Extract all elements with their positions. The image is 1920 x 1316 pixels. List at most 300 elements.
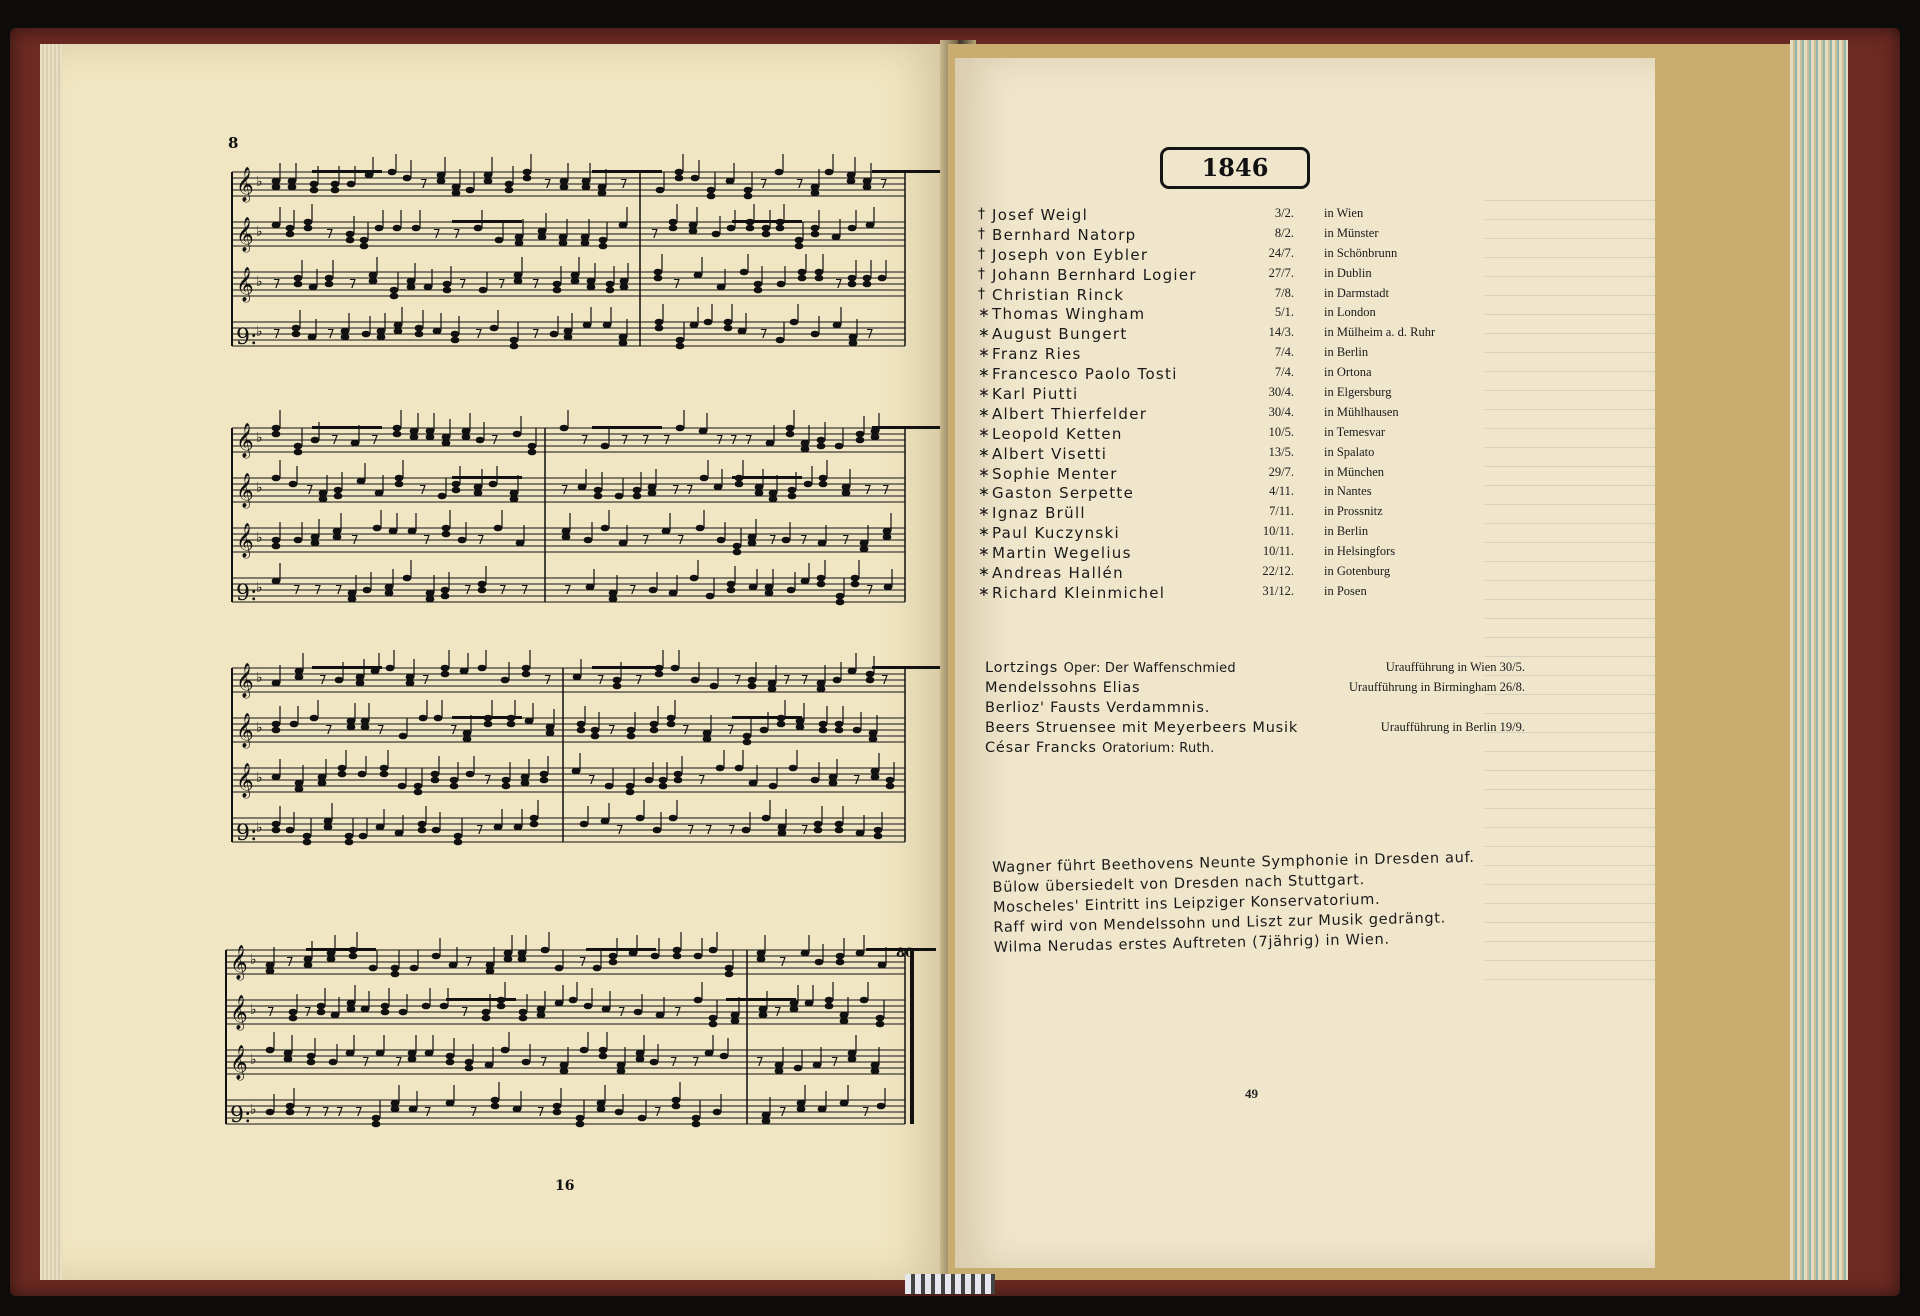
note-head [538, 234, 547, 241]
note-head [410, 434, 419, 441]
note-head [725, 971, 734, 978]
note-head [319, 490, 328, 497]
note-head [871, 1062, 880, 1069]
note-head [272, 222, 281, 229]
rest: 7 [783, 673, 791, 687]
note-head [619, 340, 628, 347]
event-date: 31/12. [1262, 583, 1294, 598]
note-head [538, 228, 547, 235]
note-head [399, 733, 408, 740]
note-head [775, 1062, 784, 1069]
note-head [441, 587, 450, 594]
event-place: in Nantes [1324, 484, 1372, 499]
beam [312, 170, 382, 173]
event-name: Albert Visetti [992, 444, 1108, 463]
note-head [564, 328, 573, 335]
note-head [560, 184, 569, 191]
event-name: Andreas Hallén [992, 564, 1124, 583]
event-place: in Berlin [1324, 524, 1369, 539]
note-head [735, 765, 744, 772]
rest: 7 [677, 533, 685, 547]
note-head [617, 1068, 626, 1075]
note-head [441, 665, 450, 672]
note-head [619, 540, 628, 547]
note-head [835, 443, 844, 450]
note-head [431, 777, 440, 784]
note-head [395, 481, 404, 488]
note-head [776, 337, 785, 344]
event-row [978, 484, 1498, 504]
note-head [408, 1050, 417, 1057]
note-head [395, 830, 404, 837]
note-head [755, 484, 764, 491]
note-head [599, 1053, 608, 1060]
note-head [546, 724, 555, 731]
event-symbol: † [978, 285, 985, 302]
event-symbol: ∗ [978, 424, 990, 441]
rest: 7 [796, 177, 804, 191]
note-head [286, 827, 295, 834]
note-head [442, 440, 451, 447]
clef: 9: [236, 325, 258, 350]
note-head [390, 293, 399, 300]
note-head [790, 1006, 799, 1013]
premiere-title [985, 660, 1236, 676]
note-head [452, 184, 461, 191]
rest: 7 [424, 1105, 432, 1119]
note-head [884, 584, 893, 591]
rest: 7 [464, 583, 472, 597]
premiere-composer: Lortzings [985, 660, 1059, 676]
note-head [546, 730, 555, 737]
note-head [530, 815, 539, 822]
note-head [474, 490, 483, 497]
event-date: 10/11. [1262, 524, 1294, 539]
note-head [876, 1021, 885, 1028]
note-head [356, 680, 365, 687]
note-head [338, 765, 347, 772]
note-head [699, 428, 708, 435]
rest: 7 [674, 1005, 682, 1019]
note-head [871, 1068, 880, 1075]
note-head [619, 334, 628, 341]
note-head [709, 1021, 718, 1028]
note-head [391, 971, 400, 978]
note-head [886, 783, 895, 790]
key-flat: ♭ [256, 224, 263, 240]
beam [592, 426, 662, 429]
key-flat: ♭ [256, 530, 263, 546]
note-head [478, 587, 487, 594]
note-head [849, 334, 858, 341]
note-head [656, 1012, 665, 1019]
note-head [582, 178, 591, 185]
note-head [874, 833, 883, 840]
note-head [788, 493, 797, 500]
rest: 7 [532, 277, 540, 291]
note-head [581, 240, 590, 247]
note-head [432, 953, 441, 960]
event-symbol: ∗ [978, 444, 990, 461]
rest: 7 [745, 433, 753, 447]
note-head [650, 1059, 659, 1066]
note-head [362, 331, 371, 338]
clef: 𝄞 [230, 1045, 248, 1080]
beam [732, 716, 802, 719]
note-head [735, 481, 744, 488]
note-head [553, 281, 562, 288]
rest: 7 [461, 1005, 469, 1019]
rest: 7 [774, 1005, 782, 1019]
note-head [528, 449, 537, 456]
premiere-work: Oper: Der Waffenschmied [1063, 661, 1236, 676]
note-head [286, 1103, 295, 1110]
note-head [878, 962, 887, 969]
note-head [391, 965, 400, 972]
event-place: in Prossnitz [1324, 504, 1383, 519]
note-head [515, 234, 524, 241]
rest: 7 [306, 483, 314, 497]
note-head [805, 1000, 814, 1007]
note-head [369, 272, 378, 279]
note-head [311, 534, 320, 541]
note-head [798, 275, 807, 282]
note-head [853, 727, 862, 734]
news-line: Wilma Nerudas erstes Auftreten (7jährig) in Wien. [993, 931, 1390, 956]
note-head [501, 1047, 510, 1054]
rest: 7 [779, 955, 787, 969]
note-head [425, 1050, 434, 1057]
rest: 7 [314, 583, 322, 597]
note-head [325, 281, 334, 288]
note-head [441, 671, 450, 678]
event-name: Martin Wegelius [992, 544, 1132, 563]
premiere-title [985, 720, 1298, 736]
rest: 7 [433, 227, 441, 241]
note-head [813, 1062, 822, 1069]
note-head [675, 169, 684, 176]
note-head [310, 715, 319, 722]
note-head [414, 783, 423, 790]
rest: 7 [459, 277, 467, 291]
note-head [603, 322, 612, 329]
note-head [491, 1103, 500, 1110]
rest: 7 [377, 723, 385, 737]
note-head [407, 284, 416, 291]
note-head [361, 718, 370, 725]
note-head [869, 736, 878, 743]
note-head [811, 777, 820, 784]
note-head [376, 824, 385, 831]
note-head [560, 1062, 569, 1069]
note-head [584, 1003, 593, 1010]
spine-bottom [905, 1274, 995, 1294]
note-head [851, 575, 860, 582]
note-head [525, 718, 534, 725]
note-head [372, 1115, 381, 1122]
note-head [412, 225, 421, 232]
note-head [309, 284, 318, 291]
note-head [744, 193, 753, 200]
note-head [442, 525, 451, 532]
event-name: Joseph von Eybler [992, 245, 1149, 264]
note-head [856, 437, 865, 444]
rest: 7 [561, 483, 569, 497]
note-head [528, 443, 537, 450]
note-head [462, 434, 471, 441]
note-head [494, 824, 503, 831]
note-head [707, 187, 716, 194]
event-place: in Münster [1324, 225, 1379, 240]
note-head [731, 1012, 740, 1019]
note-head [284, 1050, 293, 1057]
note-head [712, 231, 721, 238]
note-head [304, 225, 313, 232]
rest: 7 [453, 227, 461, 241]
note-head [361, 724, 370, 731]
event-row [978, 305, 1498, 325]
note-head [491, 1097, 500, 1104]
note-head [311, 437, 320, 444]
note-head [505, 181, 514, 188]
note-head [636, 815, 645, 822]
note-head [272, 431, 281, 438]
note-head [346, 237, 355, 244]
note-head [290, 721, 299, 728]
note-head [886, 777, 895, 784]
note-head [360, 237, 369, 244]
note-head [415, 325, 424, 332]
rest: 7 [362, 1055, 370, 1069]
note-head [835, 727, 844, 734]
note-head [769, 496, 778, 503]
event-row [978, 365, 1498, 385]
beam [726, 998, 796, 1001]
note-head [440, 1003, 449, 1010]
note-head [778, 830, 787, 837]
rest: 7 [866, 583, 874, 597]
note-head [825, 1003, 834, 1010]
note-head [537, 1006, 546, 1013]
note-head [418, 821, 427, 828]
note-head [601, 818, 610, 825]
note-head [442, 531, 451, 538]
clef: 9: [236, 581, 258, 606]
note-head [601, 443, 610, 450]
beam [446, 998, 516, 1001]
note-head [377, 328, 386, 335]
note-head [650, 721, 659, 728]
note-head [848, 275, 857, 282]
note-head [636, 1050, 645, 1057]
note-head [553, 1103, 562, 1110]
note-head [465, 1065, 474, 1072]
note-head [674, 771, 683, 778]
note-head [819, 721, 828, 728]
rest: 7 [355, 1105, 363, 1119]
note-head [817, 437, 826, 444]
note-head [295, 674, 304, 681]
note-head [709, 947, 718, 954]
rest: 7 [692, 1055, 700, 1069]
beam [872, 426, 942, 429]
note-head [676, 425, 685, 432]
rest: 7 [476, 823, 484, 837]
note-head [863, 184, 872, 191]
event-place: in Mühlhausen [1324, 404, 1399, 419]
note-head [311, 540, 320, 547]
note-head [860, 540, 869, 547]
note-head [762, 231, 771, 238]
note-head [598, 190, 607, 197]
note-head [569, 997, 578, 1004]
note-head [587, 278, 596, 285]
note-head [748, 683, 757, 690]
note-head [849, 340, 858, 347]
note-head [638, 1115, 647, 1122]
note-head [522, 671, 531, 678]
note-head [408, 1056, 417, 1063]
note-head [725, 965, 734, 972]
note-head [788, 487, 797, 494]
note-head [676, 343, 685, 350]
note-head [304, 219, 313, 226]
note-head [446, 1053, 455, 1060]
event-symbol: ∗ [978, 484, 990, 501]
note-head [482, 1015, 491, 1022]
event-symbol: † [978, 245, 985, 262]
rest: 7 [760, 177, 768, 191]
rest: 7 [769, 533, 777, 547]
note-head [294, 281, 303, 288]
note-head [418, 827, 427, 834]
premiere-row [985, 660, 1525, 680]
note-head [648, 484, 657, 491]
key-flat: ♭ [256, 580, 263, 596]
note-head [376, 1050, 385, 1057]
note-head [748, 540, 757, 547]
note-head [564, 334, 573, 341]
note-head [484, 178, 493, 185]
note-head [583, 322, 592, 329]
note-head [576, 1121, 585, 1128]
premiere-title [985, 680, 1140, 696]
event-name: Karl Piutti [992, 385, 1079, 404]
event-date: 27/7. [1268, 265, 1294, 280]
note-head [452, 190, 461, 197]
rest: 7 [532, 327, 540, 341]
note-head [522, 665, 531, 672]
note-head [317, 1003, 326, 1010]
note-head [495, 237, 504, 244]
note-head [759, 1006, 768, 1013]
note-head [713, 1109, 722, 1116]
note-head [591, 727, 600, 734]
event-symbol: ∗ [978, 305, 990, 322]
note-head [797, 1100, 806, 1107]
rest: 7 [351, 533, 359, 547]
note-head [848, 225, 857, 232]
clef: 𝄞 [236, 663, 254, 698]
note-head [659, 783, 668, 790]
rest: 7 [579, 955, 587, 969]
note-head [388, 169, 397, 176]
event-row [978, 465, 1498, 485]
note-head [490, 325, 499, 332]
note-head [804, 481, 813, 488]
note-head [485, 1062, 494, 1069]
note-head [513, 1106, 522, 1113]
page-number-right: 49 [1245, 1086, 1258, 1101]
note-head [755, 490, 764, 497]
note-head [446, 1059, 455, 1066]
rest: 7 [423, 533, 431, 547]
rest: 7 [470, 1105, 478, 1119]
note-head [347, 1000, 356, 1007]
note-head [578, 484, 587, 491]
note-head [521, 774, 530, 781]
event-symbol: ∗ [978, 345, 990, 362]
note-head [540, 771, 549, 778]
premiere-note: Uraufführung in Wien 30/5. [1385, 660, 1525, 674]
note-head [450, 783, 459, 790]
event-date: 30/4. [1268, 385, 1294, 400]
beam [592, 170, 662, 173]
note-head [815, 959, 824, 966]
event-place: in München [1324, 464, 1385, 479]
note-head [606, 281, 615, 288]
note-head [840, 1100, 849, 1107]
note-head [856, 431, 865, 438]
event-symbol: † [978, 206, 985, 222]
note-head [671, 665, 680, 672]
note-head [819, 475, 828, 482]
note-head [690, 322, 699, 329]
note-head [441, 593, 450, 600]
note-head [626, 789, 635, 796]
note-head [817, 686, 826, 693]
note-head [463, 736, 472, 743]
note-head [391, 1100, 400, 1107]
note-head [351, 440, 360, 447]
note-head [836, 599, 845, 606]
clef: 𝄞 [230, 995, 248, 1030]
beam [452, 716, 522, 719]
note-head [582, 184, 591, 191]
note-head [406, 674, 415, 681]
note-head [426, 590, 435, 597]
note-head [759, 1012, 768, 1019]
key-flat: ♭ [256, 770, 263, 786]
note-head [731, 1018, 740, 1025]
note-head [513, 431, 522, 438]
note-head [609, 590, 618, 597]
note-head [519, 1015, 528, 1022]
note-head [310, 187, 319, 194]
note-head [836, 953, 845, 960]
clef: 𝄞 [236, 713, 254, 748]
note-head [333, 528, 342, 535]
note-head [811, 225, 820, 232]
rest: 7 [880, 177, 888, 191]
note-head [463, 730, 472, 737]
note-head [856, 830, 865, 837]
note-head [842, 490, 851, 497]
note-head [765, 584, 774, 591]
note-head [385, 584, 394, 591]
note-head [768, 686, 777, 693]
rest: 7 [673, 277, 681, 291]
